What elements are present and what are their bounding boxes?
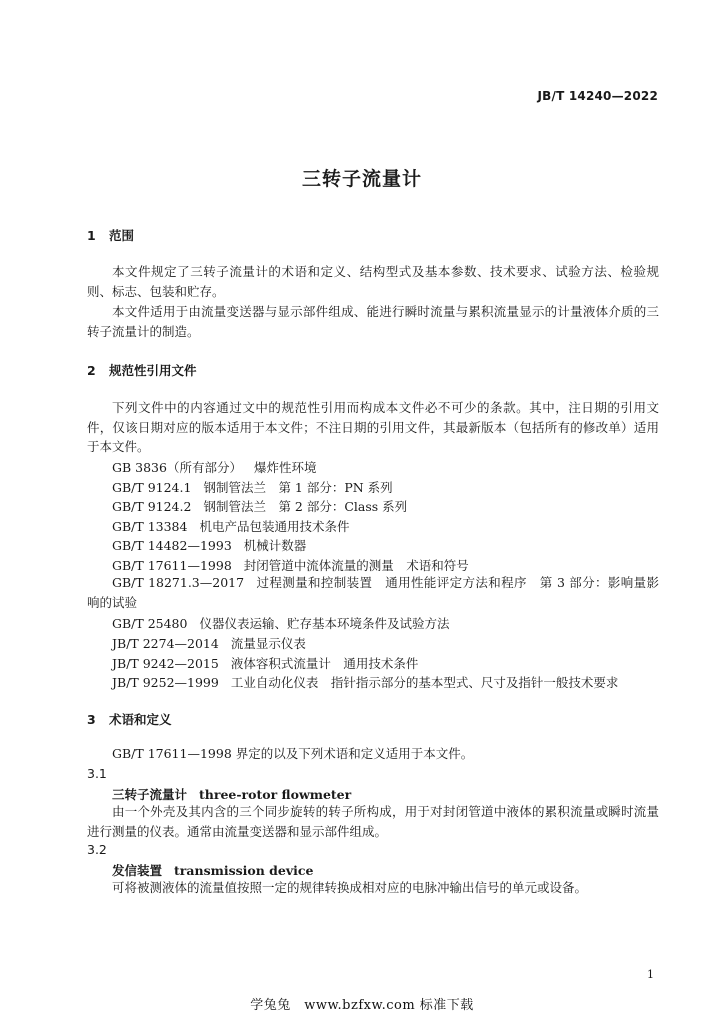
section-number: 3 <box>87 712 96 727</box>
section-title: 术语和定义 <box>109 712 172 727</box>
section-1-heading <box>87 226 134 244</box>
reference-title: 钢制管法兰 第 1 部分：PN 系列 <box>203 480 393 495</box>
reference-title: 流量显示仪表 <box>230 636 306 651</box>
section-2-heading <box>87 361 197 379</box>
reference-code: GB 3836（所有部分） <box>112 460 242 475</box>
term-definition: 可将被测液体的流量值按照一定的规律转换成相对应的电脉冲输出信号的单元或设备。 <box>112 880 588 895</box>
page-number: 1 <box>647 968 654 981</box>
reference-item <box>112 673 618 691</box>
section-1-para-1: 本文件规定了三转子流量计的术语和定义、结构型式及基本参数、技术要求、试验方法、检验规则、标志、包装和贮存。 <box>87 264 659 299</box>
reference-code: GB/T 9124.1 <box>112 480 192 495</box>
standard-number: JB/T 14240—2022 <box>537 89 658 103</box>
reference-item <box>112 478 393 496</box>
reference-code: JB/T 2274—2014 <box>112 636 219 651</box>
reference-item <box>112 634 306 652</box>
term-number: 3.1 <box>87 766 107 781</box>
reference-code: GB/T 14482—1993 <box>112 538 232 553</box>
reference-item <box>112 556 469 574</box>
reference-item <box>87 573 659 612</box>
reference-code: GB/T 9124.2 <box>112 499 192 514</box>
term-en: three-rotor flowmeter <box>199 787 352 802</box>
reference-item <box>112 614 449 632</box>
document-title: 三转子流量计 <box>301 168 422 190</box>
reference-title: 封闭管道中流体流量的测量 术语和符号 <box>243 558 469 573</box>
reference-item <box>112 497 407 515</box>
watermark-text: 学兔兔 www.bzfxw.com 标准下载 <box>250 998 474 1013</box>
term-definition: 由一个外壳及其内含的三个同步旋转的转子所构成，用于对封闭管道中液体的累积流量或瞬时流量进行测量的仪表。通常由流量变送器和显示部件组成。 <box>87 804 659 839</box>
reference-item <box>112 517 349 535</box>
reference-code: GB/T 13384 <box>112 519 188 534</box>
section-3-heading <box>87 710 172 728</box>
reference-title: 过程测量和控制装置 通用性能评定方法和程序 第 3 部分：影响量影响的试验 <box>87 575 659 610</box>
reference-code: GB/T 18271.3—2017 <box>112 575 245 590</box>
term-en: transmission device <box>174 863 314 878</box>
reference-item <box>112 536 306 554</box>
reference-title: 钢制管法兰 第 2 部分：Class 系列 <box>203 499 408 514</box>
reference-code: GB/T 25480 <box>112 616 188 631</box>
section-number: 2 <box>87 363 96 378</box>
section-3-para: GB/T 17611—1998 界定的以及下列术语和定义适用于本文件。 <box>112 746 474 761</box>
reference-item <box>112 458 316 476</box>
reference-title: 机械计数器 <box>243 538 307 553</box>
reference-title: 液体容积式流量计 通用技术条件 <box>230 656 419 671</box>
section-title: 范围 <box>109 228 135 243</box>
reference-item <box>112 654 418 672</box>
section-title: 规范性引用文件 <box>109 363 197 378</box>
reference-code: JB/T 9242—2015 <box>112 656 219 671</box>
term-heading <box>112 861 313 879</box>
term-zh: 发信装置 <box>112 863 163 878</box>
reference-title: 仪器仪表运输、贮存基本环境条件及试验方法 <box>199 616 450 631</box>
term-number: 3.2 <box>87 842 107 857</box>
reference-title: 工业自动化仪表 指针指示部分的基本型式、尺寸及指针一般技术要求 <box>230 675 619 690</box>
term-heading <box>112 785 351 803</box>
section-2-para: 下列文件中的内容通过文中的规范性引用而构成本文件必不可少的条款。其中，注日期的引用文件，仅该日期对应的版本适用于本文件；不注日期的引用文件，其最新版本（包括所有的修改单）适用于本文件。 <box>87 400 659 455</box>
reference-title: 爆炸性环境 <box>253 460 317 475</box>
reference-code: GB/T 17611—1998 <box>112 558 232 573</box>
section-number: 1 <box>87 228 96 243</box>
section-1-para-2: 本文件适用于由流量变送器与显示部件组成、能进行瞬时流量与累积流量显示的计量液体介质的三转子流量计的制造。 <box>87 304 659 339</box>
term-zh: 三转子流量计 <box>112 787 188 802</box>
reference-code: JB/T 9252—1999 <box>112 675 219 690</box>
reference-title: 机电产品包装通用技术条件 <box>199 519 350 534</box>
